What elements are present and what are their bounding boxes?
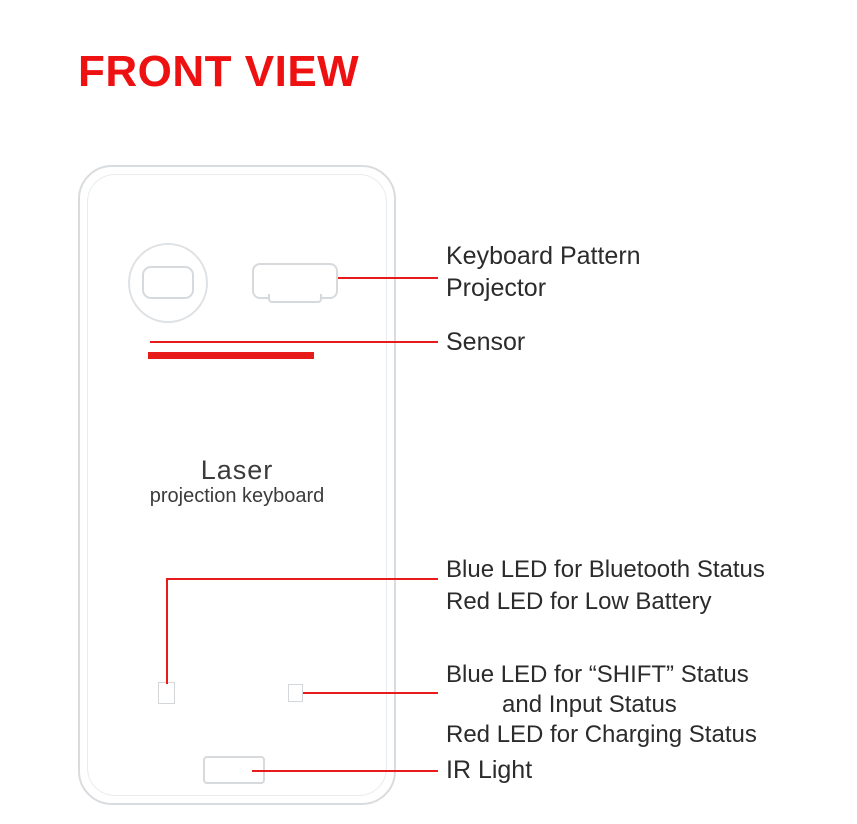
leader-line-projector [338,277,438,279]
callout-shift-charging-led [446,660,757,750]
leader-line-sensor [150,341,438,343]
callout-shift-line1: Blue LED for “SHIFT” Status [446,661,749,688]
page-title: FRONT VIEW [78,47,360,96]
sensor-window-icon [142,266,194,299]
callout-shift-line2: and Input Status [502,691,677,718]
callout-blue-led-line2: Red LED for Low Battery [446,588,712,615]
device-brand-label: Laser [200,455,274,485]
leader-line-blue-led-horizontal [166,578,438,580]
callout-keyboard-pattern-projector [446,240,641,304]
callout-blue-led-line1: Blue LED for Bluetooth Status [446,556,765,583]
callout-ir-light: IR Light [446,756,533,784]
callout-projector-line2: Projector [446,274,547,302]
callout-projector-line1: Keyboard Pattern [446,242,641,270]
keyboard-pattern-projector-notch-icon [268,294,322,303]
leader-line-blue-led-vertical [166,578,168,684]
device-brand-sublabel: projection keyboard [149,485,325,507]
callout-shift-line3: Red LED for Charging Status [446,721,757,748]
bluetooth-battery-led-icon [158,682,175,704]
leader-line-shift-led [303,692,438,694]
leader-line-ir-light [252,770,438,772]
callout-bluetooth-battery-led [446,554,765,618]
laser-beam-line [148,352,314,359]
shift-charging-led-icon [288,684,303,702]
callout-sensor: Sensor [446,328,526,356]
